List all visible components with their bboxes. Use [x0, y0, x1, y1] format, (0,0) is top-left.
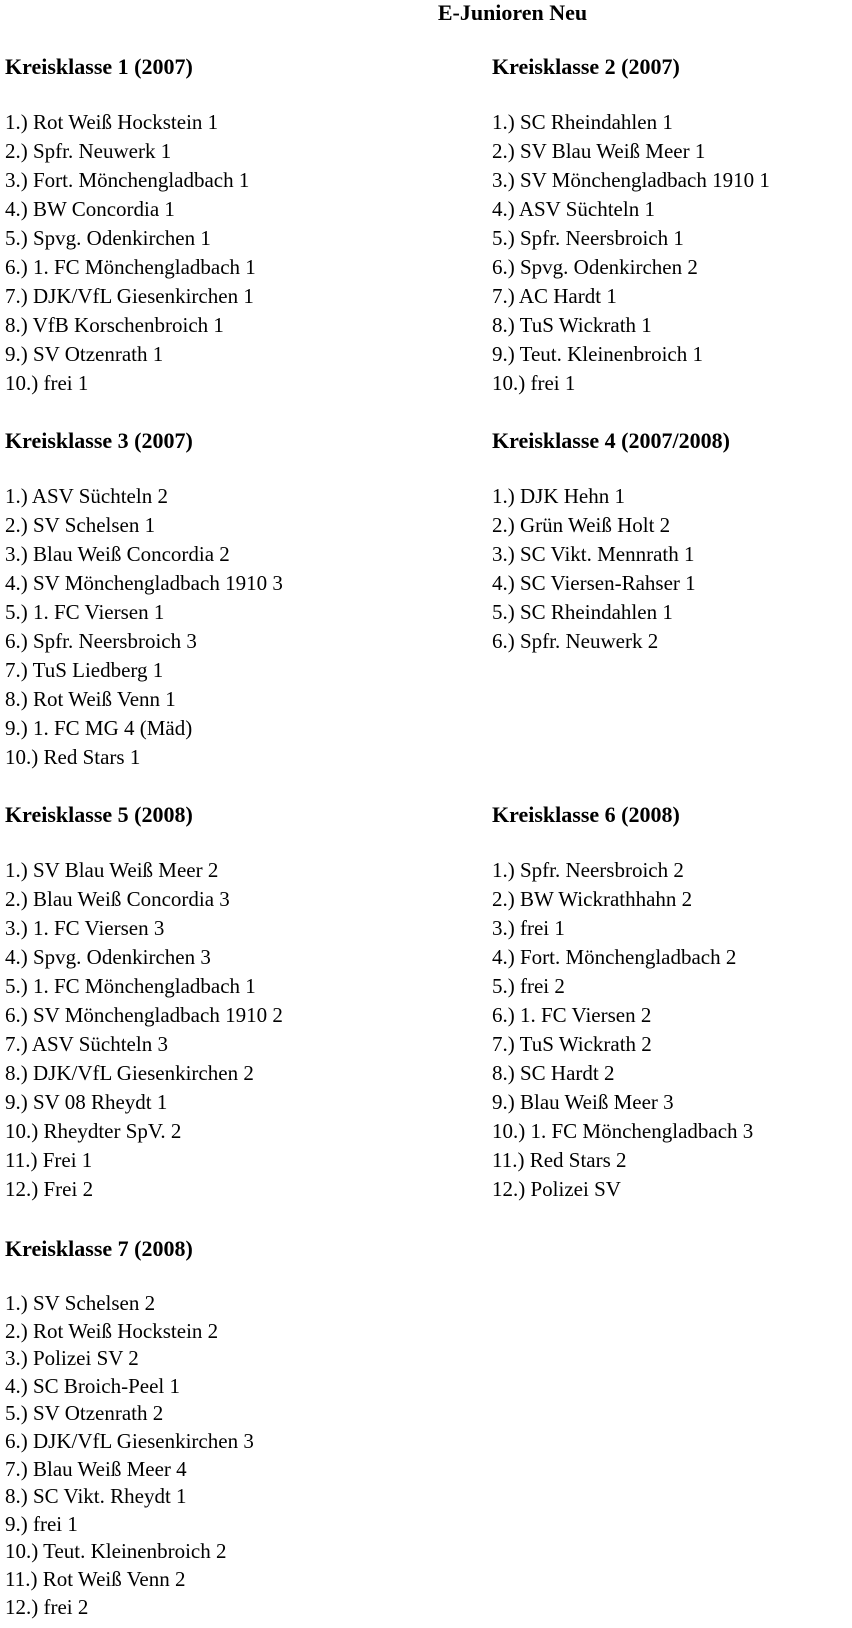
team-list: [5, 108, 256, 398]
team-entry: 3.) Blau Weiß Concordia 2: [5, 542, 230, 566]
team-entry: 6.) 1. FC Mönchengladbach 1: [5, 255, 256, 279]
team-entry: 4.) Spvg. Odenkirchen 3: [5, 945, 211, 969]
team-list: [492, 856, 753, 1204]
group-kreisklasse-2: [492, 54, 770, 398]
team-entry: 2.) BW Wickrathhahn 2: [492, 887, 693, 911]
team-entry: 5.) SC Rheindahlen 1: [492, 600, 673, 624]
team-entry: 6.) SV Mönchengladbach 1910 2: [5, 1003, 283, 1027]
team-entry: 2.) Grün Weiß Holt 2: [492, 513, 671, 537]
group-title: Kreisklasse 1 (2007): [5, 54, 193, 79]
team-list: [5, 856, 283, 1204]
team-entry: 10.) frei 1: [5, 371, 89, 395]
team-entry: 4.) ASV Süchteln 1: [492, 197, 655, 221]
group-title: Kreisklasse 3 (2007): [5, 428, 193, 453]
team-entry: 2.) Spfr. Neuwerk 1: [5, 139, 172, 163]
team-entry: 10.) Red Stars 1: [5, 745, 141, 769]
group-kreisklasse-6: [492, 802, 753, 1204]
team-entry: 5.) Spfr. Neersbroich 1: [492, 226, 684, 250]
team-entry: 3.) SC Vikt. Mennrath 1: [492, 542, 695, 566]
team-entry: 10.) Rheydter SpV. 2: [5, 1119, 182, 1143]
team-entry: 12.) Polizei SV: [492, 1177, 621, 1201]
group-title: Kreisklasse 4 (2007/2008): [492, 428, 730, 453]
team-entry: 7.) TuS Wickrath 2: [492, 1032, 652, 1056]
team-entry: 2.) Blau Weiß Concordia 3: [5, 887, 230, 911]
team-list: [492, 108, 770, 398]
team-entry: 7.) TuS Liedberg 1: [5, 658, 164, 682]
team-entry: 1.) SC Rheindahlen 1: [492, 110, 673, 134]
group-kreisklasse-7: [5, 1236, 254, 1621]
group-kreisklasse-4: [492, 428, 730, 656]
team-entry: 12.) frei 2: [5, 1594, 89, 1619]
team-list: [492, 482, 730, 656]
group-kreisklasse-5: [5, 802, 283, 1204]
team-entry: 12.) Frei 2: [5, 1177, 94, 1201]
team-list: [5, 482, 283, 772]
team-entry: 9.) SV Otzenrath 1: [5, 342, 164, 366]
group-title: Kreisklasse 6 (2008): [492, 802, 680, 827]
team-entry: 10.) Teut. Kleinenbroich 2: [5, 1539, 227, 1564]
team-entry: 7.) DJK/VfL Giesenkirchen 1: [5, 284, 254, 308]
team-entry: 10.) 1. FC Mönchengladbach 3: [492, 1119, 754, 1143]
group-title: Kreisklasse 2 (2007): [492, 54, 680, 79]
team-entry: 1.) SV Schelsen 2: [5, 1291, 156, 1315]
team-entry: 2.) SV Schelsen 1: [5, 513, 156, 537]
team-entry: 5.) 1. FC Mönchengladbach 1: [5, 974, 256, 998]
team-entry: 3.) SV Mönchengladbach 1910 1: [492, 168, 770, 192]
team-entry: 5.) 1. FC Viersen 1: [5, 600, 165, 624]
team-entry: 1.) DJK Hehn 1: [492, 484, 625, 508]
team-entry: 7.) ASV Süchteln 3: [5, 1032, 168, 1056]
team-entry: 11.) Frei 1: [5, 1148, 93, 1172]
team-entry: 6.) 1. FC Viersen 2: [492, 1003, 652, 1027]
team-entry: 6.) Spfr. Neuwerk 2: [492, 629, 659, 653]
team-entry: 6.) Spvg. Odenkirchen 2: [492, 255, 698, 279]
team-entry: 5.) SV Otzenrath 2: [5, 1401, 164, 1426]
team-entry: 2.) Rot Weiß Hockstein 2: [5, 1318, 219, 1343]
team-entry: 1.) SV Blau Weiß Meer 2: [5, 858, 219, 882]
team-entry: 8.) VfB Korschenbroich 1: [5, 313, 224, 337]
team-entry: 4.) SC Broich-Peel 1: [5, 1373, 180, 1398]
team-entry: 5.) Spvg. Odenkirchen 1: [5, 226, 211, 250]
team-entry: 4.) SC Viersen-Rahser 1: [492, 571, 696, 595]
team-entry: 3.) 1. FC Viersen 3: [5, 916, 165, 940]
team-entry: 3.) Fort. Mönchengladbach 1: [5, 168, 250, 192]
team-entry: 7.) Blau Weiß Meer 4: [5, 1456, 187, 1481]
team-entry: 3.) frei 1: [492, 916, 565, 940]
team-entry: 8.) Rot Weiß Venn 1: [5, 687, 176, 711]
group-title: Kreisklasse 7 (2008): [5, 1236, 193, 1261]
team-entry: 1.) Spfr. Neersbroich 2: [492, 858, 684, 882]
team-entry: 2.) SV Blau Weiß Meer 1: [492, 139, 706, 163]
team-entry: 9.) 1. FC MG 4 (Mäd): [5, 716, 193, 740]
team-entry: 3.) Polizei SV 2: [5, 1346, 139, 1371]
team-entry: 9.) Blau Weiß Meer 3: [492, 1090, 674, 1114]
team-entry: 7.) AC Hardt 1: [492, 284, 617, 308]
group-kreisklasse-3: [5, 428, 283, 772]
team-entry: 10.) frei 1: [492, 371, 576, 395]
team-entry: 4.) BW Concordia 1: [5, 197, 175, 221]
team-entry: 8.) DJK/VfL Giesenkirchen 2: [5, 1061, 254, 1085]
team-entry: 11.) Rot Weiß Venn 2: [5, 1566, 186, 1591]
team-entry: 1.) Rot Weiß Hockstein 1: [5, 110, 219, 134]
group-title: Kreisklasse 5 (2008): [5, 802, 193, 827]
team-entry: 9.) Teut. Kleinenbroich 1: [492, 342, 704, 366]
group-kreisklasse-1: [5, 54, 256, 398]
team-entry: 6.) DJK/VfL Giesenkirchen 3: [5, 1428, 254, 1453]
page-title: E-Junioren Neu: [437, 0, 588, 25]
team-entry: 6.) Spfr. Neersbroich 3: [5, 629, 197, 653]
team-entry: 9.) SV 08 Rheydt 1: [5, 1090, 168, 1114]
team-entry: 8.) SC Vikt. Rheydt 1: [5, 1484, 187, 1509]
team-entry: 4.) SV Mönchengladbach 1910 3: [5, 571, 283, 595]
team-entry: 5.) frei 2: [492, 974, 565, 998]
team-entry: 8.) TuS Wickrath 1: [492, 313, 652, 337]
team-entry: 1.) ASV Süchteln 2: [5, 484, 168, 508]
team-entry: 9.) frei 1: [5, 1511, 78, 1536]
team-list: [5, 1290, 254, 1621]
team-entry: 8.) SC Hardt 2: [492, 1061, 615, 1085]
team-entry: 4.) Fort. Mönchengladbach 2: [492, 945, 737, 969]
team-entry: 11.) Red Stars 2: [492, 1148, 627, 1172]
